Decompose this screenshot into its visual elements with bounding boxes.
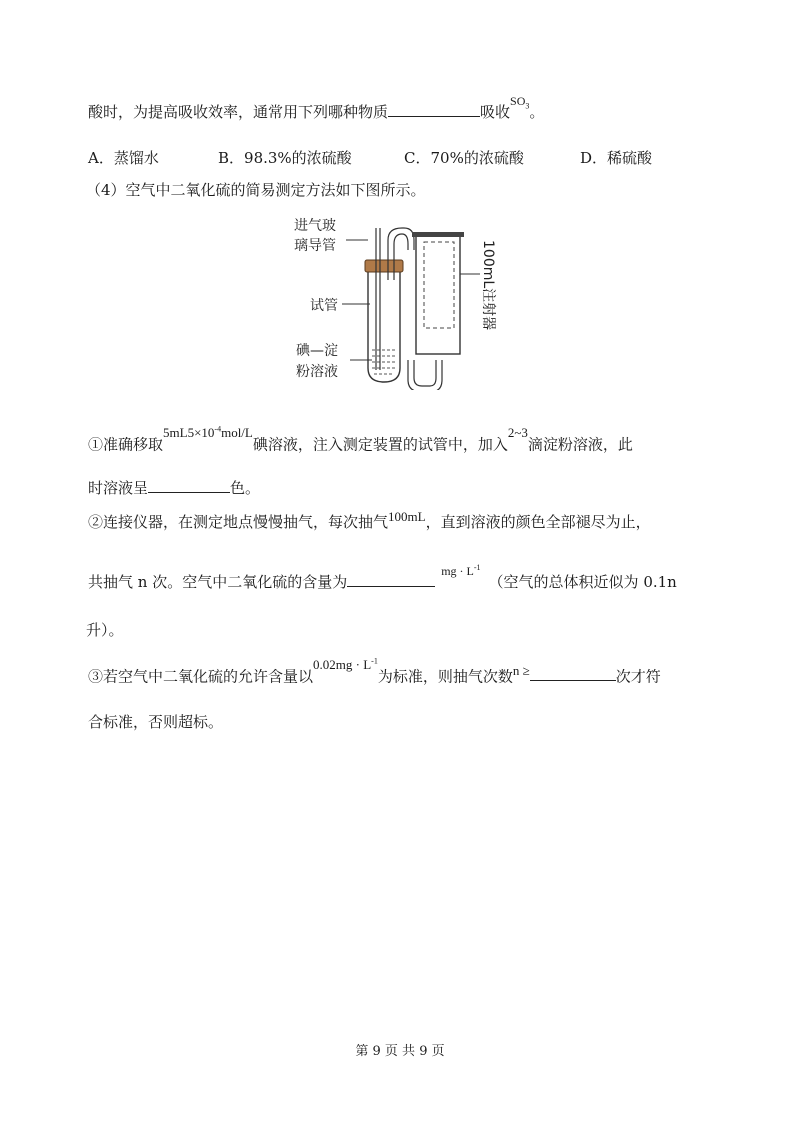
p1-line-1: ①准确移取$5mL5\times 10^{-4}mol/L$碘溶液，注入测定装置的试管中，加入2~3滴淀粉溶液，此 [88,425,633,454]
choice-d[interactable]: D．稀硫酸 [580,149,653,167]
test-tube [368,270,400,382]
choice-a[interactable]: A．蒸馏水 [88,149,159,167]
answer-blank-count[interactable] [530,666,616,681]
syringe [412,232,480,354]
inlet-glass-tube [376,228,380,370]
q3-text-after: 吸收 [480,103,511,121]
p2-line-2: 共抽气 n 次。空气中二氧化硫的含量为$^{mg \cdot L^{-1}}$（空气的总体积近似为 0.1n [88,563,677,591]
label-test-tube: 试管 [310,298,338,314]
rubber-stopper [365,260,403,272]
label-solution-1: 碘—淀 [296,343,338,359]
label-inlet-2: 璃导管 [294,238,336,254]
p3-line-1: ③若空气中二氧化硫的允许含量以$0.02mg \cdot L^{-1}$为标准，则抽气次数n ≥ 次才符 [88,657,661,686]
drop-count: 2~3 [507,425,528,441]
answer-blank-color[interactable] [148,478,230,493]
p2-line-3: 升）。 [86,621,124,639]
relation-n-geq: n ≥ [512,663,530,679]
p1-line-2: 时溶液呈 色。 [88,479,261,497]
p2-line-1: ②连接仪器，在测定地点慢慢抽气，每次抽气100mL，直到溶液的颜色全部褪尽为止， [88,509,651,531]
connecting-tube [388,228,442,390]
label-inlet-1: 进气玻 [294,218,336,234]
q3-line [88,94,545,128]
q3-text-before: 酸时，为提高吸收效率，通常用下列哪种物质 [88,103,389,121]
allowed-content-value: $0.02mg \cdot L^{-1}$ [313,657,378,673]
label-syringe: 100mL注射器 [480,240,496,331]
concentration-value: $5mL5\times 10^{-4}mol/L$ [163,425,253,441]
choice-c[interactable]: C．70%的浓硫酸 [404,149,524,167]
answer-blank-content[interactable] [347,572,435,587]
formula-so3: SO3 [510,94,530,111]
q3-period: 。 [529,103,545,121]
choice-b[interactable]: B．98.3%的浓硫酸 [218,149,352,167]
page-footer: 第 9 页 共 9 页 [355,1044,445,1059]
sample-volume: 100mL [388,509,426,524]
apparatus-diagram [290,210,530,390]
p3-line-2: 合标准，否则超标。 [88,713,224,731]
choice-list [88,148,652,168]
answer-blank-q3[interactable] [388,102,480,117]
label-solution-2: 粉溶液 [296,364,338,380]
unit-mg-per-l: mg · L-1 [441,563,481,578]
q4-title: （4）空气中二氧化硫的简易测定方法如下图所示。 [86,181,426,199]
